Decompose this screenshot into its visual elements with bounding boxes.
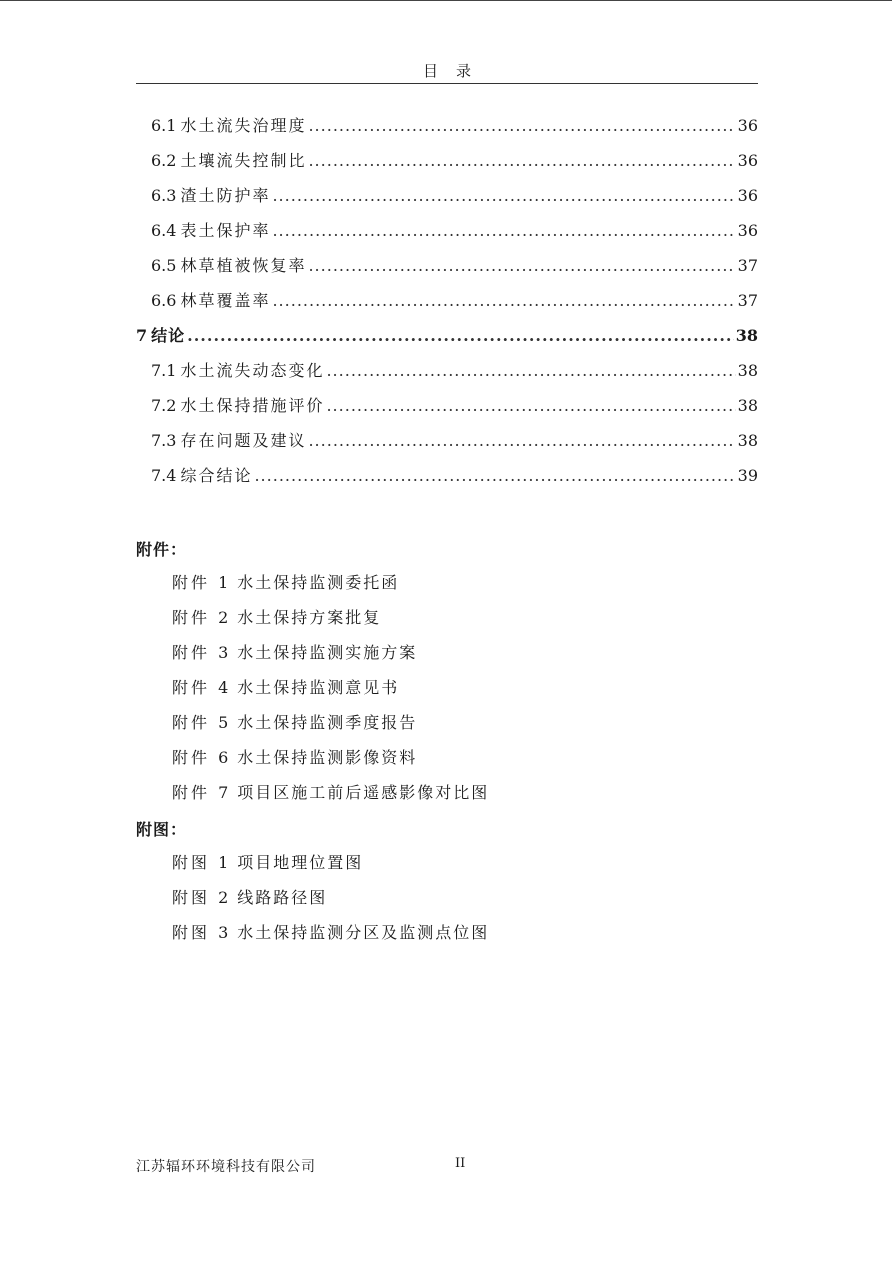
item-label: 附件 1 (172, 573, 232, 592)
toc-dot-leader (254, 458, 735, 493)
toc-entry-title: 综合结论 (180, 466, 253, 485)
attachment-item (172, 635, 489, 670)
toc-entry[interactable] (136, 248, 758, 283)
toc-entry-number: 6.3 (151, 186, 177, 205)
item-label: 附图 3 (172, 923, 232, 942)
toc-dot-leader (308, 108, 735, 143)
attachment-item (172, 740, 489, 775)
item-text: 水土保持方案批复 (237, 608, 382, 627)
header-rule (136, 83, 758, 84)
toc-entry-title: 水土流失治理度 (180, 116, 307, 135)
toc-entry-title: 林草覆盖率 (180, 291, 271, 310)
toc-entry-page: 36 (737, 116, 758, 135)
toc-dot-leader (308, 423, 735, 458)
toc-entry-page: 38 (737, 396, 758, 415)
table-of-contents (136, 108, 758, 493)
toc-dot-leader (272, 283, 735, 318)
figure-item (172, 880, 489, 915)
item-text: 水土保持监测实施方案 (237, 643, 418, 662)
toc-entry-page: 39 (737, 466, 758, 485)
toc-entry-title: 土壤流失控制比 (180, 151, 307, 170)
toc-entry-page: 37 (737, 256, 758, 275)
toc-entry-number: 7.3 (151, 431, 177, 450)
item-label: 附件 5 (172, 713, 232, 732)
toc-entry[interactable] (136, 178, 758, 213)
attachment-item (172, 705, 489, 740)
toc-entry-title: 表土保护率 (180, 221, 271, 240)
item-text: 项目区施工前后遥感影像对比图 (237, 783, 490, 802)
toc-entry-page: 38 (737, 361, 758, 380)
toc-entry[interactable] (136, 388, 758, 423)
toc-entry-title: 水土保持措施评价 (180, 396, 325, 415)
toc-entry[interactable] (136, 318, 758, 353)
toc-entry-title: 存在问题及建议 (180, 431, 307, 450)
attachment-item (172, 670, 489, 705)
toc-dot-leader (308, 143, 735, 178)
item-text: 项目地理位置图 (237, 853, 364, 872)
toc-entry-number: 7.4 (151, 466, 177, 485)
attachment-item (172, 600, 489, 635)
item-label: 附图 2 (172, 888, 232, 907)
item-label: 附图 1 (172, 853, 232, 872)
toc-dot-leader (326, 353, 735, 388)
toc-entry-number: 7.2 (151, 396, 177, 415)
toc-entry[interactable] (136, 423, 758, 458)
toc-entry[interactable] (136, 213, 758, 248)
toc-entry[interactable] (136, 283, 758, 318)
toc-entry[interactable] (136, 143, 758, 178)
item-text: 水土保持监测分区及监测点位图 (237, 923, 490, 942)
toc-entry-page: 37 (737, 291, 758, 310)
toc-dot-leader (308, 248, 735, 283)
toc-entry-page: 36 (737, 186, 758, 205)
toc-dot-leader (272, 213, 735, 248)
toc-entry-number: 6.5 (151, 256, 177, 275)
item-text: 线路路径图 (237, 888, 328, 907)
item-label: 附件 4 (172, 678, 232, 697)
toc-entry-number: 7.1 (151, 361, 177, 380)
toc-entry[interactable] (136, 108, 758, 143)
toc-entry-title: 林草植被恢复率 (180, 256, 307, 275)
item-text: 水土保持监测影像资料 (237, 748, 418, 767)
toc-dot-leader (326, 388, 735, 423)
page-header-title: 目录 (422, 62, 489, 80)
toc-entry-title: 结论 (151, 326, 186, 345)
toc-entry-number: 6.2 (151, 151, 177, 170)
attachments-heading: 附件： (136, 540, 188, 559)
figures-list (172, 845, 489, 950)
footer-company: 江苏辐环环境科技有限公司 (136, 1159, 316, 1175)
toc-entry[interactable] (136, 458, 758, 493)
figures-heading: 附图： (136, 820, 188, 839)
toc-entry-page: 36 (737, 151, 758, 170)
attachments-list (172, 565, 489, 810)
toc-entry-page: 38 (735, 326, 758, 345)
toc-entry-number: 6.6 (151, 291, 177, 310)
item-label: 附件 7 (172, 783, 232, 802)
figure-item (172, 915, 489, 950)
toc-entry-number: 6.1 (151, 116, 177, 135)
footer-page-number: II (455, 1156, 466, 1171)
toc-entry[interactable] (136, 353, 758, 388)
item-text: 水土保持监测委托函 (237, 573, 400, 592)
item-text: 水土保持监测季度报告 (237, 713, 418, 732)
toc-entry-page: 36 (737, 221, 758, 240)
toc-entry-number: 7 (136, 326, 148, 345)
item-label: 附件 2 (172, 608, 232, 627)
toc-entry-title: 渣土防护率 (180, 186, 271, 205)
toc-entry-title: 水土流失动态变化 (180, 361, 325, 380)
toc-entry-number: 6.4 (151, 221, 177, 240)
page-top-border (0, 0, 892, 1)
item-label: 附件 3 (172, 643, 232, 662)
attachment-item (172, 565, 489, 600)
toc-dot-leader (272, 178, 735, 213)
toc-entry-page: 38 (737, 431, 758, 450)
figure-item (172, 845, 489, 880)
item-text: 水土保持监测意见书 (237, 678, 400, 697)
attachment-item (172, 775, 489, 810)
item-label: 附件 6 (172, 748, 232, 767)
toc-dot-leader (187, 318, 734, 353)
